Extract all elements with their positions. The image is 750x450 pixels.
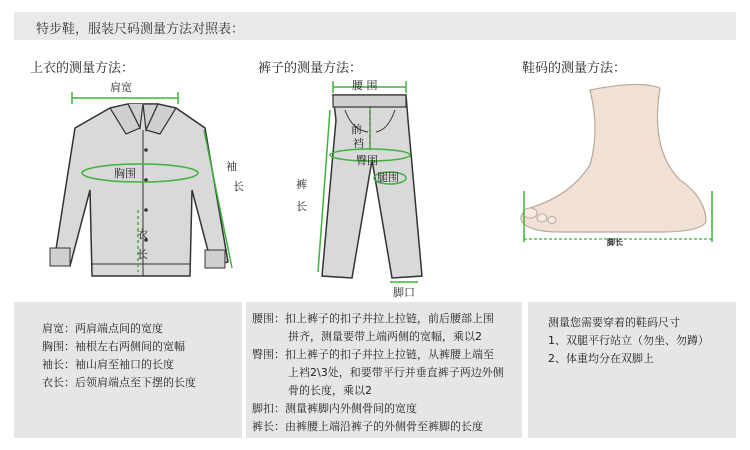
shoe-section-title: 鞋码的测量方法： bbox=[522, 61, 627, 76]
pants-info-line: 拼齐，测量要带上端两侧的宽幅，乘以2 bbox=[288, 330, 482, 343]
pants-info-line: 上裆2\3处，和要带平行并垂直裤子两边外侧 bbox=[288, 366, 504, 379]
shoe-info-panel bbox=[528, 302, 736, 438]
header-title: 特步鞋，服装尺码测量方法对照表： bbox=[36, 22, 245, 37]
shoe-info-line: 1、双腿平行站立（勿坐、勿蹲） bbox=[548, 334, 709, 347]
pants-hip-label: 臀围 bbox=[356, 154, 378, 167]
shirt-info-line: 袖长：袖山肩至袖口的长度 bbox=[42, 358, 174, 371]
shoe-info-line: 2、体重均分在双脚上 bbox=[548, 352, 654, 365]
shirt-sleeve-label-1: 袖 bbox=[226, 160, 237, 173]
pants-front-rise-label-1: 前 bbox=[351, 123, 362, 136]
pants-inseam-label-2: 长 bbox=[296, 200, 307, 213]
pants-illustration bbox=[318, 81, 422, 282]
pants-front-rise-label-2: 裆 bbox=[353, 137, 364, 150]
pants-info-panel bbox=[246, 302, 522, 438]
shirt-chest-label: 胸围 bbox=[114, 167, 136, 180]
shirt-info-line: 衣长：后领肩端点至下摆的长度 bbox=[42, 376, 196, 389]
pants-inseam-label-1: 裤 bbox=[296, 178, 307, 191]
pants-info-line: 腰围：扣上裤子的扣子并拉上拉链，前后腰部上围 bbox=[252, 312, 494, 325]
shirt-section-title: 上衣的测量方法： bbox=[30, 61, 135, 76]
pants-info-line: 骨的长度，乘以2 bbox=[288, 384, 372, 397]
foot-length-label: 脚长 bbox=[607, 238, 623, 247]
shirt-length-label-1: 衣 bbox=[137, 228, 148, 241]
pants-info-line: 裤长：由裤腰上端沿裤子的外侧骨至裤脚的长度 bbox=[252, 420, 483, 433]
shirt-info-line: 胸围：袖根左右两侧间的宽幅 bbox=[42, 340, 185, 353]
pants-section-title: 裤子的测量方法： bbox=[258, 61, 363, 76]
shirt-info-line: 肩宽：两肩端点间的宽度 bbox=[42, 322, 163, 335]
pants-thigh-label: 腿围 bbox=[377, 171, 399, 184]
pants-hem-label: 脚口 bbox=[393, 286, 415, 299]
foot-illustration bbox=[521, 84, 712, 242]
shoe-info-line: 测量您需要穿着的鞋码尺寸 bbox=[548, 316, 680, 329]
shirt-shoulder-label: 肩宽 bbox=[110, 81, 132, 94]
shirt-info-panel bbox=[14, 302, 242, 438]
pants-waist-label: 腰 围 bbox=[352, 79, 378, 92]
pants-info-line: 脚扣：测量裤脚内外侧骨间的宽度 bbox=[252, 402, 417, 415]
shirt-length-label-2: 长 bbox=[137, 248, 148, 261]
shirt-sleeve-label-2: 长 bbox=[233, 180, 244, 193]
pants-info-line: 臀围：扣上裤子的扣子并拉上拉链，从裤腰上端至 bbox=[252, 348, 494, 361]
